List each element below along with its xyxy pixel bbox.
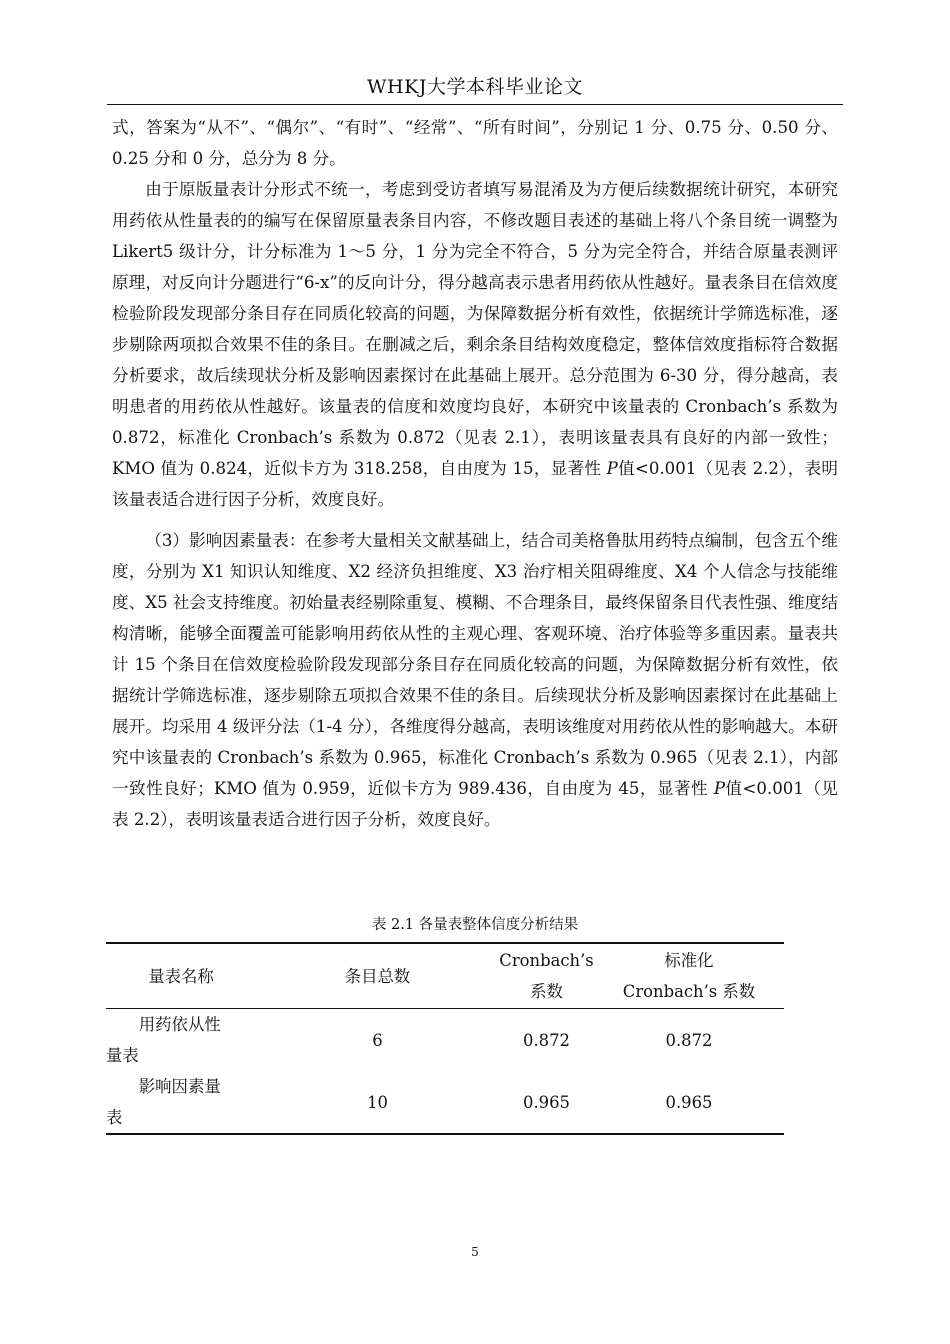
cell-scale-name-line2: 表 (106, 1108, 123, 1127)
paragraph-factor-scale-tail: 值<0.001（见表 2.2），表明该量表适合进行因子分析，效度良好。 (112, 779, 838, 829)
paragraph-factor-scale (112, 525, 838, 835)
cell-scale-name (106, 1071, 256, 1134)
p-value-symbol: P (606, 459, 618, 478)
page-header-title: WHKJ大学本科毕业论文 (367, 76, 583, 98)
header-cronbach-alpha (499, 943, 594, 1009)
cell-cronbach-alpha: 0.965 (523, 1092, 570, 1112)
header-standardized-alpha-line2: Cronbach’s 系数 (622, 982, 756, 1001)
p-value-symbol: P (713, 779, 725, 798)
table-caption: 表 2.1 各量表整体信度分析结果 (371, 917, 579, 933)
header-item-count: 条目总数 (344, 966, 411, 986)
table-header-row (106, 943, 784, 1009)
header-cronbach-alpha-line2: 系数 (530, 982, 563, 1001)
paragraph-adherence-scale-tail: 值<0.001（见表 2.2），表明该量表适合进行因子分析，效度良好。 (112, 459, 838, 509)
cell-item-count: 10 (367, 1092, 388, 1112)
cell-scale-name-line1: 用药依从性 (138, 1015, 221, 1034)
paragraph-adherence-scale-text: 由于原版量表计分形式不统一，考虑到受访者填写易混淆及为方便后续数据统计研究，本研究用药依从性量表的的编写在保留原量表条目内容，不修改题目表述的基础上将八个条目统一调整为 Likert5 级计分，计分标准为 1～5 分，1 分为完全不符合，5 分为完全符合，并结合原量表测评原理，对反向计分题进行“6-x”的反向计分，得分越高表示患者用药依从性越好。量表条目在信效度检验阶段发现部分条目存在同质化较高的问题，为保障数据分析有效性，依据统计学筛选标准，逐步剔除两项拟合效果不佳的条目。在删减之后，剩余条目结构效度稳定，整体信效度指标符合数据分析要求，故后续现状分析及影响因素探讨在此基础上展开。总分范围为 6-30 分，得分越高，表明患者的用药依从性越好。该量表的信度和效度均良好，本研究中该量表的 Cronbach’s 系数为 0.872，标准化 Cronbach’s 系数为 0.872（见表 2.1），表明该量表具有良好的内部一致性；KMO 值为 0.824，近似卡方为 318.258，自由度为 15，显著性 (112, 180, 838, 478)
table-row (106, 1009, 784, 1072)
table-row (106, 1071, 784, 1134)
cell-item-count: 6 (372, 1030, 383, 1050)
cell-cronbach-alpha: 0.872 (523, 1030, 570, 1050)
paragraph-continuation: 式，答案为“从不”、“偶尔”、“有时”、“经常”、“所有时间”，分别记 1 分、0.75 分、0.50 分、0.25 分和 0 分，总分为 8 分。 (112, 118, 838, 168)
cell-scale-name-line1: 影响因素量 (138, 1077, 221, 1096)
reliability-table (106, 942, 784, 1135)
header-rule (107, 104, 843, 105)
cell-standardized-alpha: 0.965 (665, 1092, 713, 1112)
page-number: 5 (471, 1245, 479, 1259)
paragraph-adherence-scale (112, 174, 838, 515)
cell-scale-name (106, 1009, 256, 1072)
header-scale-name: 量表名称 (148, 966, 214, 986)
cell-scale-name-line2: 量表 (106, 1046, 139, 1065)
header-standardized-alpha (594, 943, 784, 1009)
header-cronbach-alpha-line1: Cronbach’s (499, 951, 594, 970)
cell-standardized-alpha: 0.872 (665, 1030, 713, 1050)
paragraph-factor-scale-text: （3）影响因素量表：在参考大量相关文献基础上，结合司美格鲁肽用药特点编制，包含五个维度，分别为 X1 知识认知维度、X2 经济负担维度、X3 治疗相关阻碍维度、X4 个人信念与技能维度、X5 社会支持维度。初始量表经剔除重复、模糊、不合理条目，最终保留条目代表性强、维度结构清晰，能够全面覆盖可能影响用药依从性的主观心理、客观环境、治疗体验等多重因素。量表共计 15 个条目在信效度检验阶段发现部分条目存在同质化较高的问题，为保障数据分析有效性，依据统计学筛选标准，逐步剔除五项拟合效果不佳的条目。后续现状分析及影响因素探讨在此基础上展开。均采用 4 级评分法（1-4 分），各维度得分越高，表明该维度对用药依从性的影响越大。本研究中该量表的 Cronbach’s 系数为 0.965，标准化 Cronbach’s 系数为 0.965（见表 2.1），内部一致性良好；KMO 值为 0.959，近似卡方为 989.436，自由度为 45，显著性 (112, 531, 838, 798)
header-standardized-alpha-line1: 标准化 (664, 951, 714, 970)
body-text (112, 112, 838, 835)
